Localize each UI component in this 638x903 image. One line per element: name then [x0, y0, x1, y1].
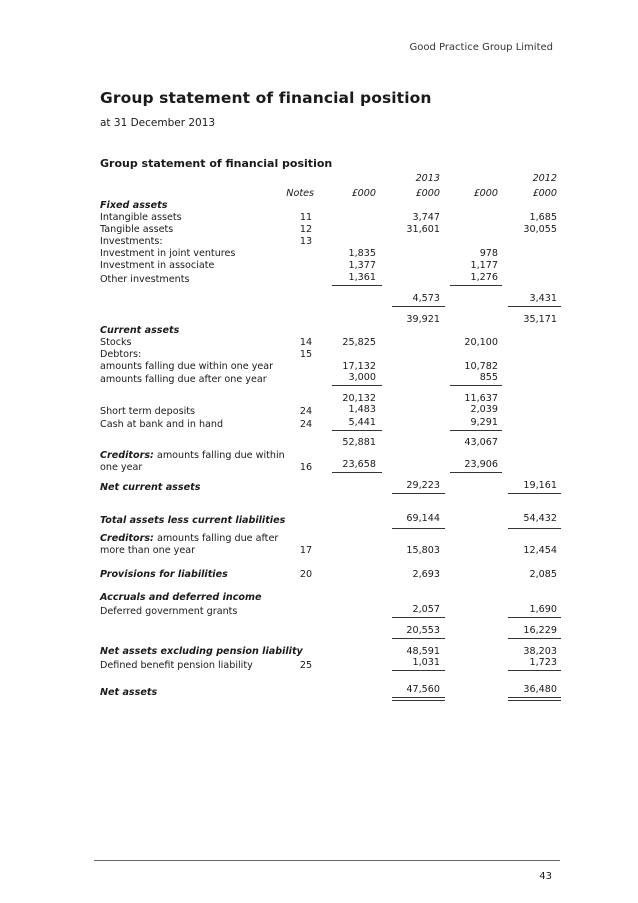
value-2012: 11,637: [464, 393, 498, 404]
value-2012: 30,055: [523, 224, 557, 235]
value-2013: 3,747: [412, 212, 440, 223]
value-2013: 1,835: [348, 248, 376, 259]
row-label-line2: more than one year: [100, 545, 196, 556]
underline: [450, 285, 502, 286]
row-note: 12: [299, 224, 313, 235]
value-2013: 1,483: [348, 404, 376, 415]
row-label: Intangible assets: [100, 212, 182, 223]
double-underline: [392, 697, 445, 701]
value-2013: 2,693: [412, 569, 440, 580]
value-2012: 855: [479, 372, 498, 383]
value-2012: 19,161: [523, 480, 557, 491]
row-note: 14: [299, 337, 313, 348]
col2-header: £000: [415, 188, 440, 199]
page-subtitle: at 31 December 2013: [100, 117, 216, 129]
row-note: 13: [299, 236, 313, 247]
value-2013: 3,000: [348, 372, 376, 383]
page-number: 43: [539, 871, 552, 882]
row-label: Net assets excluding pension liability: [100, 646, 303, 657]
row-label: Total assets less current liabilities: [100, 515, 286, 526]
row-label: Tangible assets: [100, 224, 174, 235]
col1-header: £000: [351, 188, 376, 199]
row-label: Net current assets: [100, 482, 201, 493]
row-label: Investment in joint ventures: [100, 248, 236, 259]
value-2013: 23,658: [342, 459, 376, 470]
underline: [450, 385, 502, 386]
value-2012: 1,690: [529, 604, 557, 615]
company-name: Good Practice Group Limited: [409, 42, 553, 53]
row-label: Investment in associate: [100, 260, 215, 271]
value-2012: 38,203: [523, 646, 557, 657]
underline: [508, 670, 561, 671]
value-2013: 15,803: [406, 545, 440, 556]
value-2012: 16,229: [523, 625, 557, 636]
value-2012: 1,685: [529, 212, 557, 223]
underline: [392, 528, 445, 529]
value-2013: 31,601: [406, 224, 440, 235]
value-2013: 48,591: [406, 646, 440, 657]
col3-header: £000: [473, 188, 498, 199]
underline: [332, 430, 382, 431]
row-note: 24: [299, 406, 313, 417]
underline: [392, 670, 445, 671]
value-2012: 1,177: [470, 260, 498, 271]
row-note: 11: [299, 212, 313, 223]
fixed-assets-heading: Fixed assets: [100, 200, 168, 211]
value-2013: 20,132: [342, 393, 376, 404]
underline: [450, 430, 502, 431]
value-2012: 20,100: [464, 337, 498, 348]
underline: [332, 472, 382, 473]
row-label-line2: one year: [100, 462, 143, 473]
row-label: Short term deposits: [100, 406, 196, 417]
value-2013: 4,573: [412, 293, 440, 304]
underline: [508, 617, 561, 618]
value-2013: 69,144: [406, 513, 440, 524]
value-2012: 23,906: [464, 459, 498, 470]
value-2013: 47,560: [406, 684, 440, 695]
value-2012: 54,432: [523, 513, 557, 524]
value-2013: 1,377: [348, 260, 376, 271]
underline: [332, 285, 382, 286]
row-label: Investments:: [100, 236, 163, 247]
row-label: Net assets: [100, 687, 158, 698]
row-label: Creditors: amounts falling due after: [100, 533, 279, 544]
value-2013: 5,441: [348, 417, 376, 428]
underline: [450, 472, 502, 473]
underline: [392, 638, 445, 639]
row-note: 15: [299, 349, 313, 360]
value-2012: 1,723: [529, 657, 557, 668]
row-label: Debtors:: [100, 349, 142, 360]
col4-header: £000: [532, 188, 557, 199]
value-2012: 10,782: [464, 361, 498, 372]
accruals-heading: Accruals and deferred income: [100, 592, 262, 603]
row-note: 20: [299, 569, 313, 580]
row-label: amounts falling due within one year: [100, 361, 274, 372]
row-label: Cash at bank and in hand: [100, 419, 224, 430]
underline: [392, 306, 445, 307]
row-label: Defined benefit pension liability: [100, 660, 253, 671]
value-2012: 9,291: [470, 417, 498, 428]
value-2013: 1,361: [348, 272, 376, 283]
value-2012: 2,085: [529, 569, 557, 580]
row-note: 24: [299, 419, 313, 430]
underline: [392, 493, 445, 494]
row-label: amounts falling due after one year: [100, 374, 267, 385]
underline: [332, 385, 382, 386]
value-2012: 3,431: [529, 293, 557, 304]
value-2012: 43,067: [464, 437, 498, 448]
value-2013: 52,881: [342, 437, 376, 448]
section-title: Group statement of financial position: [100, 157, 333, 170]
value-2012: 12,454: [523, 545, 557, 556]
row-label: Provisions for liabilities: [100, 569, 228, 580]
value-2013: 25,825: [342, 337, 376, 348]
year-2012-header: 2012: [532, 173, 557, 184]
value-2012: 978: [479, 248, 498, 259]
value-2013: 1,031: [412, 657, 440, 668]
value-2013: 29,223: [406, 480, 440, 491]
underline: [508, 493, 561, 494]
value-2012: 35,171: [523, 314, 557, 325]
row-note: 25: [299, 660, 313, 671]
current-assets-heading: Current assets: [100, 325, 180, 336]
row-label: Other investments: [100, 274, 190, 285]
double-underline: [508, 697, 561, 701]
row-label: Deferred government grants: [100, 606, 238, 617]
value-2012: 1,276: [470, 272, 498, 283]
value-2012: 2,039: [470, 404, 498, 415]
value-2012: 36,480: [523, 684, 557, 695]
row-label: Creditors: amounts falling due within: [100, 450, 285, 461]
value-2013: 2,057: [412, 604, 440, 615]
value-2013: 20,553: [406, 625, 440, 636]
page-title: Group statement of financial position: [100, 89, 432, 107]
row-note: 16: [299, 462, 313, 473]
year-2013-header: 2013: [415, 173, 440, 184]
value-2013: 39,921: [406, 314, 440, 325]
row-label: Stocks: [100, 337, 132, 348]
underline: [392, 617, 445, 618]
underline: [508, 306, 561, 307]
underline: [508, 638, 561, 639]
row-note: 17: [299, 545, 313, 556]
notes-header: Notes: [286, 188, 314, 199]
value-2013: 17,132: [342, 361, 376, 372]
underline: [508, 528, 561, 529]
footer-divider: [94, 860, 560, 861]
